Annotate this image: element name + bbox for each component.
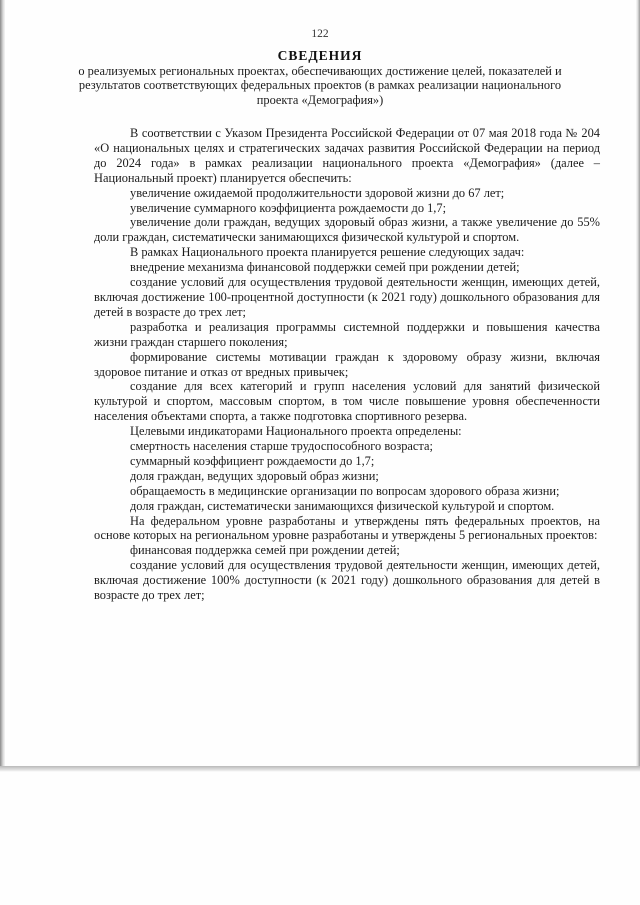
paragraph: разработка и реализация программы системной поддержки и повышения качества жизни граждан старшего поколения; [94, 319, 600, 349]
paragraph: внедрение механизма финансовой поддержки семей при рождении детей; [130, 260, 520, 275]
paragraph: В соответствии с Указом Президента Российской Федерации от 07 мая 2018 года № 204 «О национальных целях и стратегических задачах развития Российской Федерации на период до 2024 года» в рамках реализации национального проекта «Демография» (далее – Национальный проект) планируется обеспечить: [94, 126, 600, 185]
paragraph: обращаемость в медицинские организации по вопросам здорового образа жизни; [130, 483, 560, 498]
scan-edge-left [0, 0, 5, 770]
paragraph: формирование системы мотивации граждан к здоровому образу жизни, включая здоровое питание и отказ от вредных привычек; [94, 349, 600, 379]
document-body [94, 126, 600, 603]
document-subtitle: о реализуемых региональных проектах, обеспечивающих достижение целей, показателей и результатов соответствующих федеральных проектов (в рамках реализации национального проекта «Демография») [78, 64, 562, 107]
paragraph: смертность населения старше трудоспособного возраста; [130, 439, 433, 454]
paragraph: На федеральном уровне разработаны и утверждены пять федеральных проектов, на основе которых на региональном уровне разработаны и утверждены 5 региональных проектов: [94, 513, 600, 543]
paragraph: финансовая поддержка семей при рождении детей; [130, 543, 400, 558]
paragraph: доля граждан, систематически занимающихся физической культурой и спортом. [130, 498, 555, 513]
page-number: 122 [311, 28, 329, 40]
paragraph: создание условий для осуществления трудовой деятельности женщин, имеющих детей, включая достижение 100-процентной доступности (к 2021 году) дошкольного образования для детей в возрасте до трех лет; [94, 275, 600, 319]
paragraph: создание для всех категорий и групп населения условий для занятий физической культурой и спортом, массовым спортом, в том числе повышение уровня обеспеченности населения объектами спорта, а также подготовка спортивного резерва. [94, 379, 600, 424]
paragraph: создание условий для осуществления трудовой деятельности женщин, имеющих детей, включая достижение 100% доступности (к 2021 году) дошкольного образования для детей в возрасте до трех лет; [94, 558, 600, 603]
paragraph: Целевыми индикаторами Национального проекта определены: [130, 424, 462, 439]
paragraph: доля граждан, ведущих здоровый образ жизни; [130, 468, 379, 483]
paragraph: В рамках Национального проекта планируется решение следующих задач: [130, 245, 525, 260]
paragraph: увеличение доли граждан, ведущих здоровый образ жизни, а также увеличение до 55% доли граждан, систематически занимающихся физической культурой и спортом. [94, 215, 600, 245]
paragraph: увеличение ожидаемой продолжительности здоровой жизни до 67 лет; [130, 185, 505, 200]
paragraph: суммарный коэффициент рождаемости до 1,7; [130, 453, 375, 468]
scan-bottom-edge [0, 766, 640, 772]
scan-edge-right [636, 0, 640, 770]
document-title: СВЕДЕНИЯ [277, 48, 363, 63]
paragraph: увеличение суммарного коэффициента рождаемости до 1,7; [130, 200, 447, 215]
